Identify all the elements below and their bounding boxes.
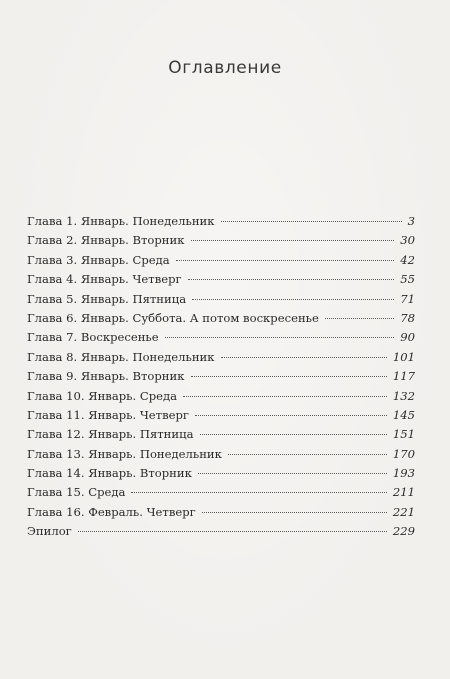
toc-entry xyxy=(27,522,415,541)
toc-entry-page: 71 xyxy=(400,291,415,306)
dot-leader xyxy=(78,531,387,532)
toc-entry-page: 151 xyxy=(392,427,415,442)
toc-entry-page: 42 xyxy=(400,252,415,267)
toc-entry-page: 30 xyxy=(400,233,415,248)
table-of-contents xyxy=(27,212,415,542)
dot-leader xyxy=(325,318,394,319)
toc-entry-label: Глава 9. Январь. Вторник xyxy=(27,369,185,384)
toc-entry-label: Глава 10. Январь. Среда xyxy=(27,388,178,403)
toc-entry xyxy=(27,251,415,270)
toc-entry xyxy=(27,309,415,328)
toc-entry-label: Глава 2. Январь. Вторник xyxy=(27,233,185,248)
dot-leader xyxy=(131,492,386,493)
dot-leader xyxy=(192,299,394,300)
dot-leader xyxy=(191,240,395,241)
toc-entry-page: 78 xyxy=(400,310,415,325)
toc-entry-label: Глава 16. Февраль. Четверг xyxy=(27,504,196,519)
dot-leader xyxy=(198,473,387,474)
toc-entry xyxy=(27,464,415,483)
toc-entry-page: 170 xyxy=(392,446,415,461)
toc-entry-label: Глава 7. Воскресенье xyxy=(27,330,159,345)
toc-entry-page: 145 xyxy=(392,407,415,422)
dot-leader xyxy=(202,512,387,513)
dot-leader xyxy=(221,357,387,358)
toc-entry xyxy=(27,483,415,502)
toc-entry-page: 117 xyxy=(392,369,415,384)
toc-entry xyxy=(27,445,415,464)
toc-entry-label: Глава 12. Январь. Пятница xyxy=(27,427,194,442)
toc-entry-page: 229 xyxy=(392,524,415,539)
toc-entry xyxy=(27,367,415,386)
dot-leader xyxy=(165,337,395,338)
toc-entry-label: Глава 1. Январь. Понедельник xyxy=(27,214,215,228)
toc-entry-label: Глава 8. Январь. Понедельник xyxy=(27,349,215,364)
toc-entry xyxy=(27,348,415,367)
dot-leader xyxy=(176,260,395,261)
toc-entry-page: 101 xyxy=(392,349,415,364)
toc-entry xyxy=(27,387,415,406)
toc-entry-label: Глава 11. Январь. Четверг xyxy=(27,407,189,422)
toc-entry xyxy=(27,212,415,231)
toc-entry-label: Глава 3. Январь. Среда xyxy=(27,252,170,267)
toc-entry xyxy=(27,231,415,250)
toc-entry xyxy=(27,406,415,425)
dot-leader xyxy=(188,279,395,280)
toc-entry-page: 90 xyxy=(400,330,415,345)
toc-entry xyxy=(27,270,415,289)
toc-entry-page: 221 xyxy=(392,504,415,519)
toc-entry xyxy=(27,328,415,347)
toc-entry-label: Эпилог xyxy=(27,524,72,539)
toc-entry-label: Глава 6. Январь. Суббота. А потом воскресенье xyxy=(27,310,319,325)
dot-leader xyxy=(200,434,387,435)
toc-entry xyxy=(27,290,415,309)
dot-leader xyxy=(221,221,402,222)
toc-entry-label: Глава 4. Январь. Четверг xyxy=(27,272,182,287)
toc-entry-label: Глава 13. Январь. Понедельник xyxy=(27,446,222,461)
toc-entry-page: 55 xyxy=(400,272,415,287)
toc-entry-page: 193 xyxy=(392,466,415,481)
dot-leader xyxy=(183,396,387,397)
dot-leader xyxy=(191,376,387,377)
dot-leader xyxy=(228,454,387,455)
toc-entry-page: 3 xyxy=(407,214,415,228)
dot-leader xyxy=(195,415,387,416)
page-title: Оглавление xyxy=(168,58,282,78)
toc-entry-label: Глава 14. Январь. Вторник xyxy=(27,466,192,481)
toc-entry-page: 211 xyxy=(392,485,415,500)
toc-entry-label: Глава 15. Среда xyxy=(27,485,126,500)
toc-entry xyxy=(27,503,415,522)
toc-entry-page: 132 xyxy=(392,388,415,403)
toc-entry xyxy=(27,425,415,444)
toc-entry-label: Глава 5. Январь. Пятница xyxy=(27,291,187,306)
